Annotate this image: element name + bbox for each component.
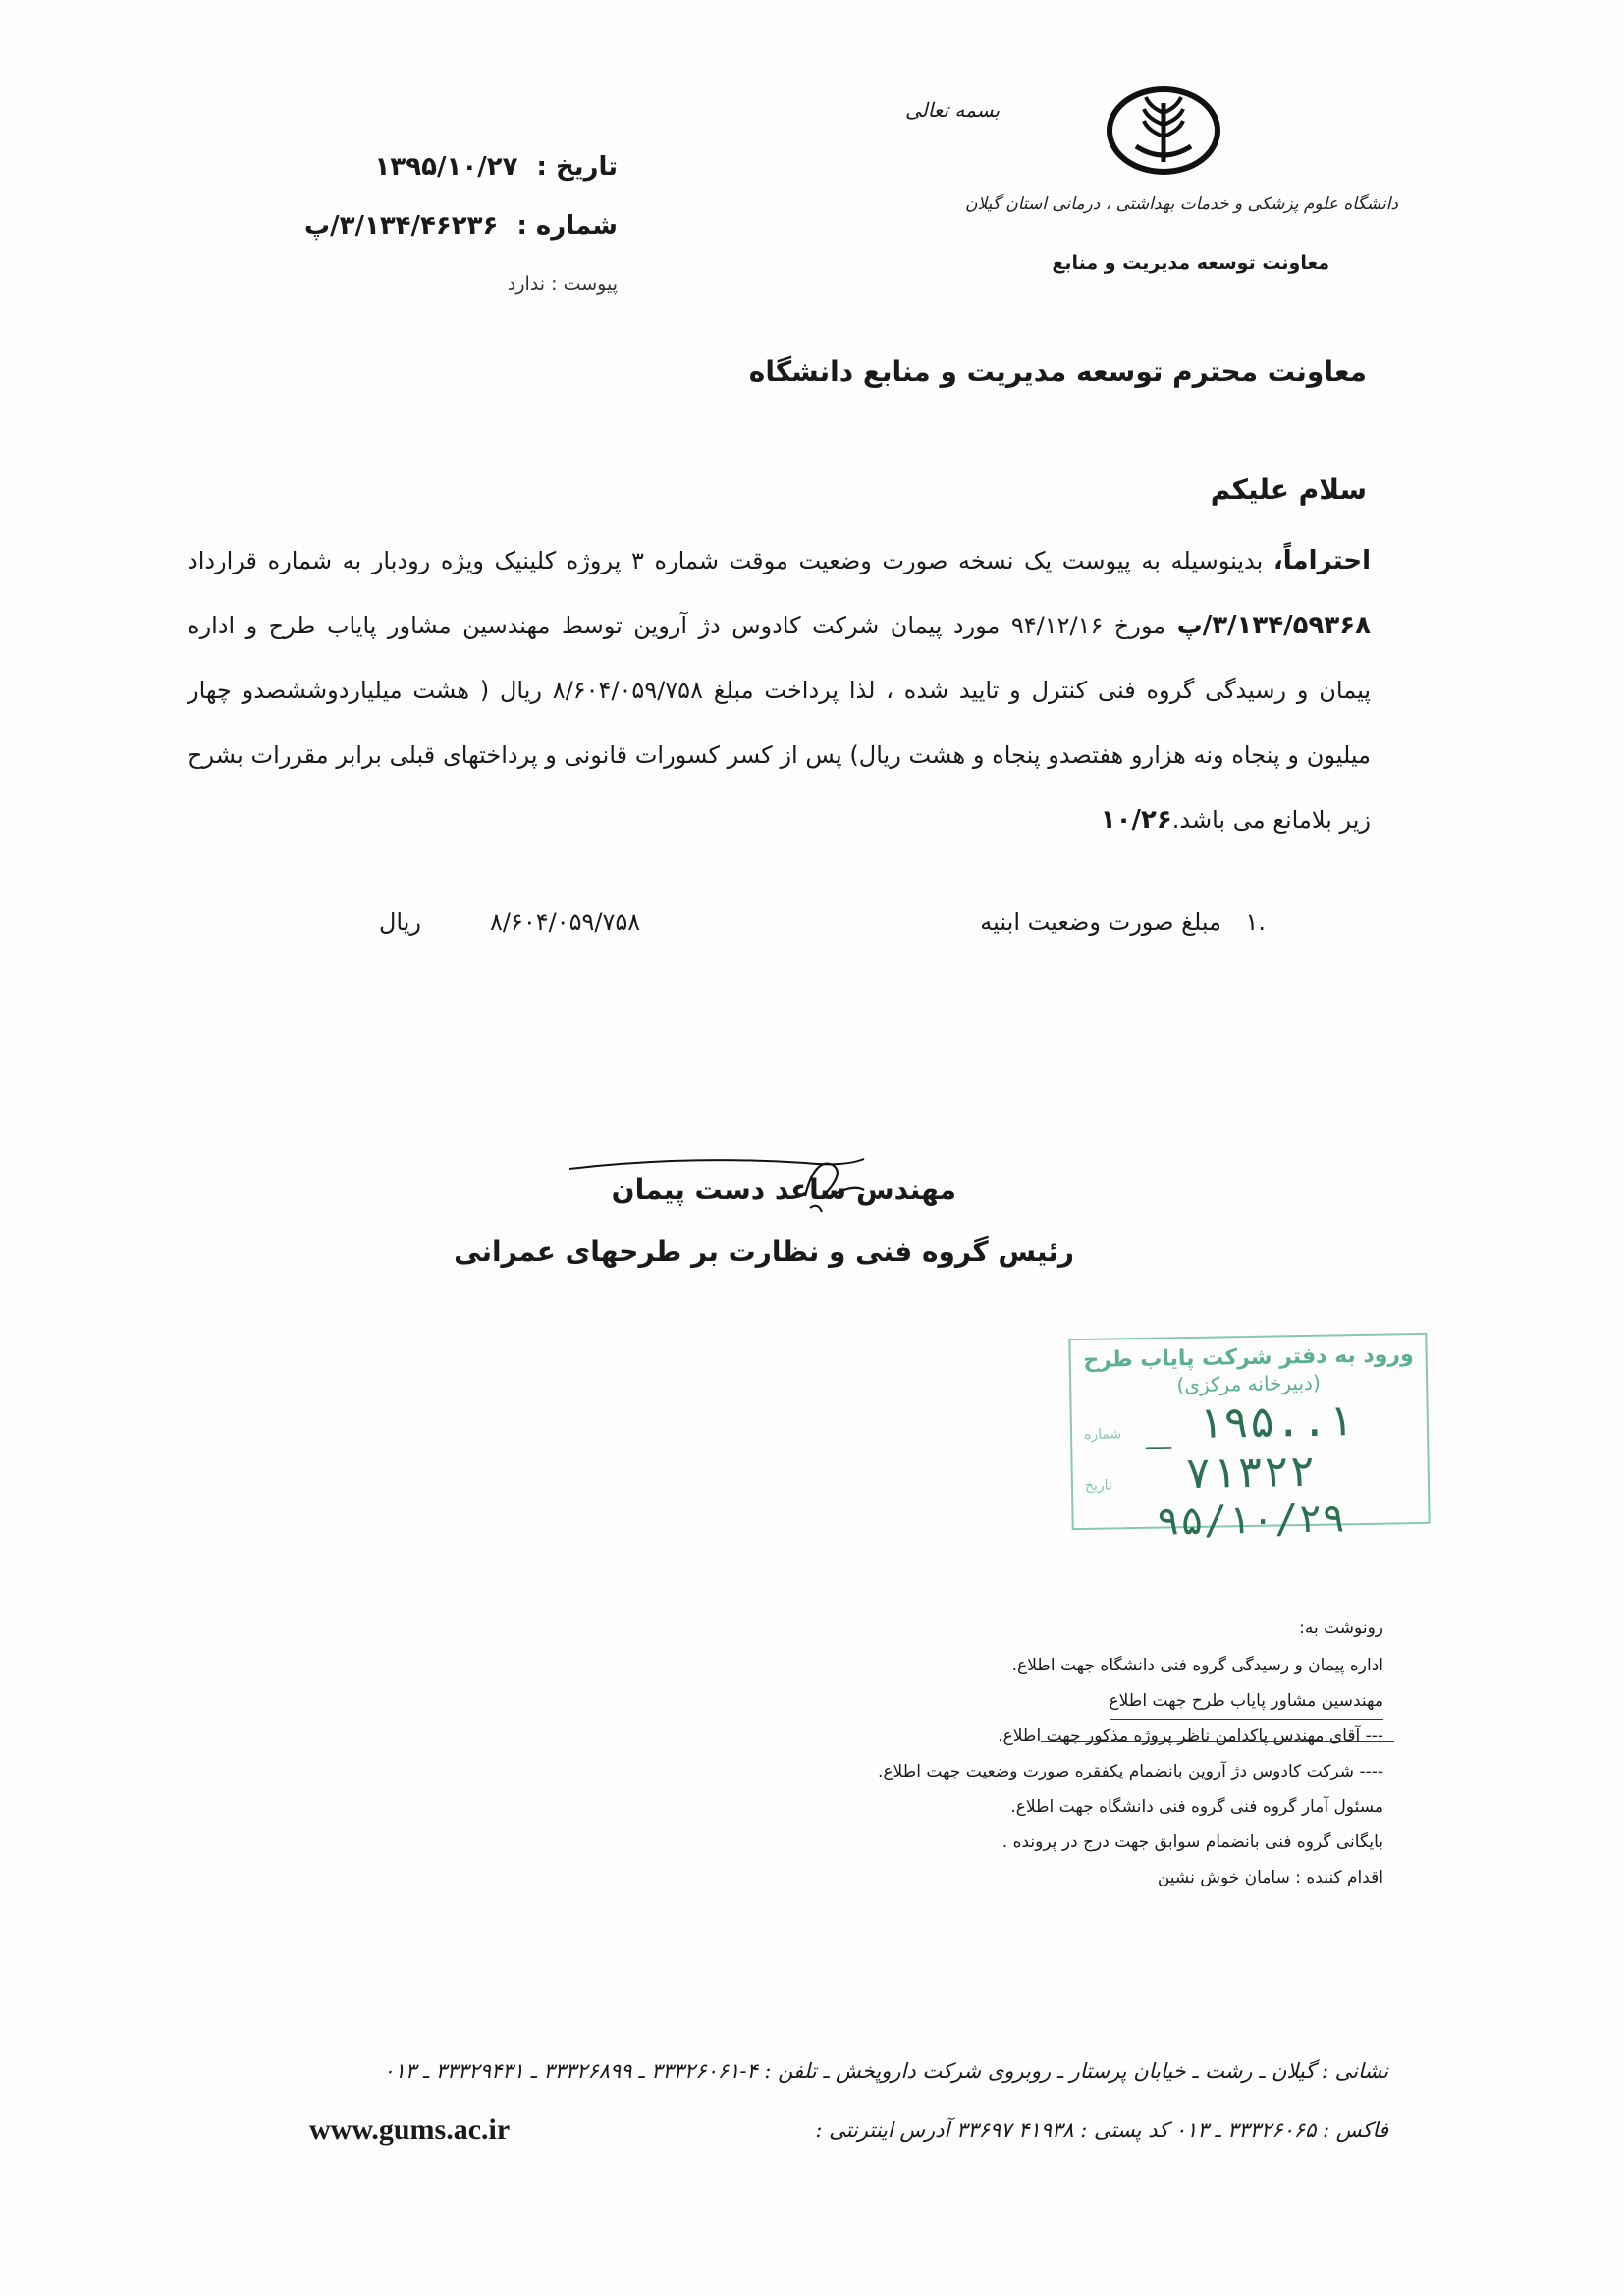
stamp-number-label: شماره — [1083, 1426, 1122, 1443]
opening: احتراماً، — [1272, 546, 1371, 575]
reference-number: ۱۰/۲۶ — [1100, 805, 1172, 835]
cc-item-text: مهندسین مشاور پایاب طرح جهت اطلاع — [1110, 1683, 1384, 1720]
stamp-subtitle: (دبیرخانه مرکزی) — [1176, 1370, 1321, 1397]
cc-item: اداره پیمان و رسیدگی گروه فنی دانشگاه جهت اطلاع. — [1011, 1656, 1383, 1675]
receipt-stamp — [1068, 1333, 1430, 1545]
cc-item: --- آقای مهندس پاکدامن ناظر پروژه مذکور جهت اطلاع. — [998, 1726, 1383, 1746]
signatory-name: مهندس ساعد دست پیمان — [611, 1174, 956, 1206]
greeting: سلام علیکم — [1210, 473, 1367, 506]
attachment-note: پیوست : ندارد — [507, 273, 618, 295]
university-logo-icon — [1105, 83, 1222, 182]
letter-date — [205, 152, 618, 182]
cc-item: اقدام کننده : سامان خوش نشین — [1157, 1868, 1383, 1887]
letter-number — [205, 211, 618, 241]
date-value: ۱۳۹۵/۱۰/۲۷ — [374, 152, 518, 182]
number-label: شماره : — [516, 211, 618, 241]
cc-item: مسئول آمار گروه فنی گروه فنی دانشگاه جهت اطلاع. — [1010, 1797, 1383, 1817]
basmala: بسمه تعالی — [904, 98, 1001, 122]
divider — [1041, 1741, 1394, 1742]
footer-fax: فاکس : ۳۳۳۲۶۰۶۵ ـ ۰۱۳ کد پستی : ۴۱۹۳۸ ۳۳۶۹۷ آدرس اینترنتی : — [815, 2118, 1388, 2142]
cc-title: رونوشت به: — [1299, 1618, 1383, 1638]
item-number: .۱ — [1245, 908, 1266, 936]
number-value: ۳/۱۳۴/۴۶۲۳۶/پ — [303, 211, 499, 241]
footer-address: نشانی : گیلان ـ رشت ـ خیابان پرستار ـ روبروی شرکت داروپخش ـ تلفن : ۴-۳۳۳۲۶۰۶۱ ـ ۳۳۳۲۶۸۹۹ ـ ۳۳۳۲۹۴۳۱ ـ ۰۱۳ — [383, 2059, 1388, 2083]
letter-body — [188, 528, 1371, 852]
body-part-2: مورخ ۹۴/۱۲/۱۶ مورد پیمان شرکت کادوس دژ آروین توسط مهندسین مشاور پایاب طرح و اداره پیمان و رسیدگی گروه فنی کنترل و تایید شده ، لذا پرداخت مبلغ ۸/۶۰۴/۰۵۹/۷۵۸ ریال ( هشت میلیاردوششصدو چهار میلیون و پنجاه ونه هزارو هفتصدو پنجاه و هشت ریال) پس از کسر کسورات قانونی و پرداختهای قبلی برابر مقررات بشرح زیر بلامانع می باشد. — [188, 612, 1371, 834]
university-name: دانشگاه علوم پزشکی و خدمات بهداشتی ، درمانی استان گیلان — [964, 194, 1398, 214]
item-label: مبلغ صورت وضعیت ابنیه — [980, 908, 1221, 936]
list-item — [0, 908, 1624, 948]
stamp-number: ۱..۱۹۵ _ ۷۱۳۲۲ — [1144, 1395, 1354, 1500]
signatory-title: رئیس گروه فنی و نظارت بر طرحهای عمرانی — [454, 1235, 1074, 1268]
cc-item — [637, 1683, 1383, 1719]
cc-list — [637, 1648, 1383, 1895]
stamp-date-label: تاریخ — [1084, 1477, 1112, 1494]
cc-item: بایگانی گروه فنی بانضمام سوابق جهت درج در پرونده . — [1001, 1832, 1383, 1852]
department-name: معاونت توسعه مدیریت و منابع — [1052, 252, 1329, 274]
contract-number: ۳/۱۳۴/۵۹۳۶۸/پ — [1176, 611, 1372, 640]
addressee: معاونت محترم توسعه مدیریت و منابع دانشگاه — [748, 355, 1367, 388]
item-unit: ریال — [378, 908, 421, 936]
footer-website: www.gums.ac.ir — [309, 2113, 511, 2146]
stamp-date: ۹۵/۱۰/۲۹ — [1156, 1496, 1346, 1545]
cc-item: ---- شرکت کادوس دژ آروین بانضمام یکفقره صورت وضعیت جهت اطلاع. — [878, 1762, 1383, 1781]
body-part-1: بدینوسیله به پیوست یک نسخه صورت وضعیت موقت شماره ۳ پروژه کلینیک ویژه رودبار به شماره قرارداد — [188, 547, 1273, 574]
item-amount: ۸/۶۰۴/۰۵۹/۷۵۸ — [490, 908, 641, 936]
stamp-title: ورود به دفتر شرکت پایاب طرح — [1083, 1342, 1414, 1373]
date-label: تاریخ : — [536, 152, 618, 182]
